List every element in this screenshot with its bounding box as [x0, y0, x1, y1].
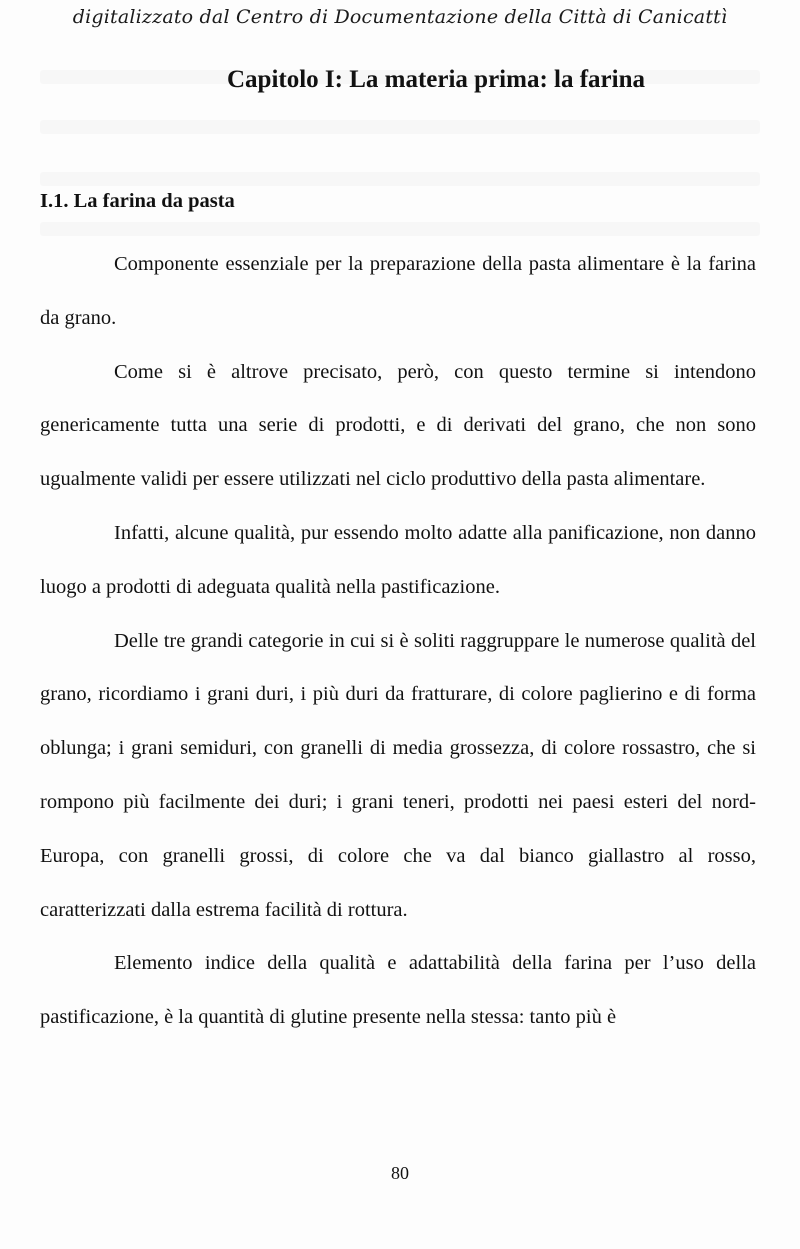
digitization-watermark: digitalizzato dal Centro di Documentazione della Città di Canicattì	[72, 6, 728, 28]
bleed-through-line	[40, 222, 760, 236]
paragraph: Delle tre grandi categorie in cui si è soliti raggruppare le numerose qualità del grano, ricordiamo i grani duri, i più duri da fratturare, di colore paglierino e di forma oblunga; i grani semiduri, con granelli di media grossezza, di colore rossastro, che si rompono più facilmente dei duri; i grani teneri, prodotti nei paesi esteri del nord-Europa, con granelli grossi, di colore che va dal bianco giallastro al rosso, caratterizzati dalla estrema facilità di rottura.	[40, 629, 756, 921]
body-text	[40, 238, 756, 1045]
section-heading: I.1. La farina da pasta	[40, 190, 235, 212]
page-number: 80	[391, 1163, 409, 1183]
paragraph: Elemento indice della qualità e adattabilità della farina per l’uso della pastificazione, è la quantità di glutine presente nella stessa: tanto più è	[40, 952, 756, 1029]
paragraph: Come si è altrove precisato, però, con questo termine si intendono genericamente tutta una serie di prodotti, e di derivati del grano, che non sono ugualmente validi per essere utilizzati nel ciclo produttivo della pasta alimentare.	[40, 360, 756, 491]
bleed-through-line	[40, 120, 760, 134]
paragraph: Infatti, alcune qualità, pur essendo molto adatte alla panificazione, non danno luogo a prodotti di adeguata qualità nella pastificazione.	[40, 521, 756, 598]
chapter-title: Capitolo I: La materia prima: la farina	[226, 66, 645, 93]
bleed-through-line	[40, 172, 760, 186]
paragraph: Componente essenziale per la preparazione della pasta alimentare è la farina da grano.	[40, 253, 756, 329]
